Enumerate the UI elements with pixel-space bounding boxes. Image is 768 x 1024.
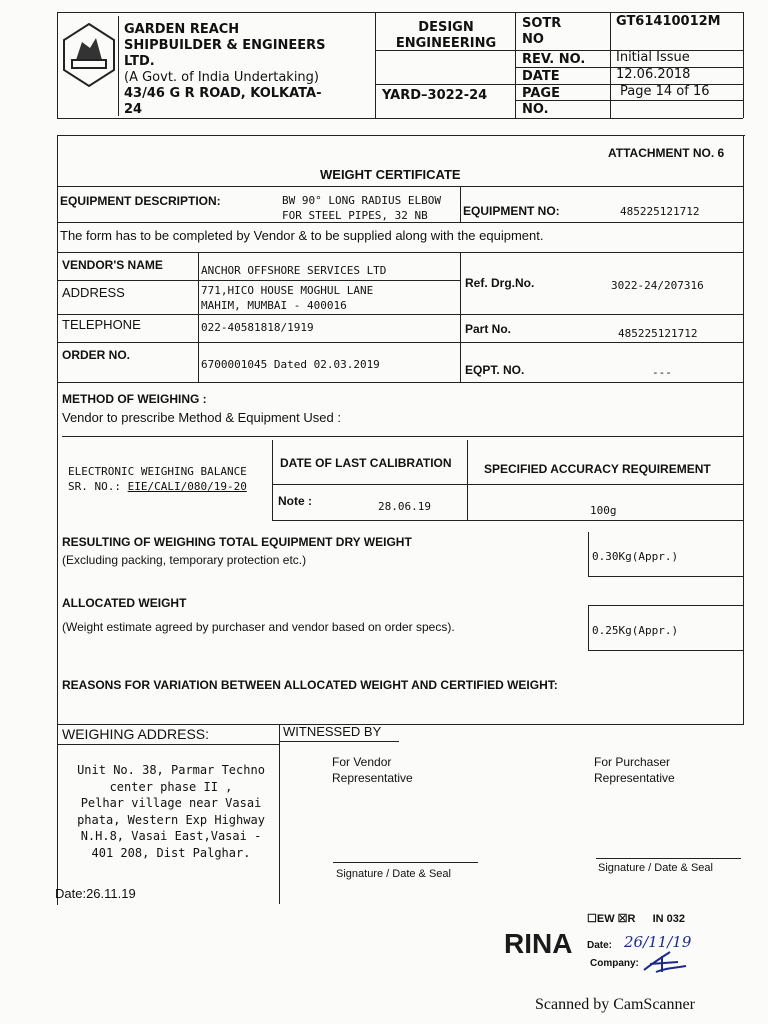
equip-no-label: EQUIPMENT NO: [463, 204, 560, 218]
weighing-address-label: WEIGHING ADDRESS: [62, 726, 210, 742]
telephone-label: TELEPHONE [62, 317, 141, 332]
rev-value: Initial Issue [616, 50, 690, 65]
address-line: phata, Western Exp Highway [77, 812, 265, 827]
rep-line: Representative [594, 771, 675, 785]
equip-desc-value [282, 193, 441, 223]
telephone-value: 022-40581818/1919 [201, 321, 314, 334]
address-label: ADDRESS [62, 285, 125, 300]
sotr-label [522, 16, 561, 48]
result-sub: (Excluding packing, temporary protection etc.) [62, 553, 307, 567]
company-line: SHIPBUILDER & ENGINEERS [124, 38, 326, 53]
equipment-used [68, 464, 247, 494]
order-value: 6700001045 Dated 02.03.2019 [201, 358, 380, 371]
company-address [124, 86, 321, 118]
purchaser-signature-label: Signature / Date & Seal [598, 862, 713, 874]
company-line: GARDEN REACH [124, 22, 240, 37]
date-label: DATE [522, 69, 560, 84]
note-label: Note : [278, 494, 312, 508]
equip-desc-label: EQUIPMENT DESCRIPTION: [60, 194, 221, 208]
camscanner-watermark: Scanned by CamScanner [535, 996, 695, 1013]
equip-no-value: 485225121712 [620, 205, 700, 218]
ref-drg-label: Ref. Drg.No. [465, 276, 535, 290]
weighing-date: Date:26.11.19 [55, 886, 136, 901]
label-line: NO [522, 32, 544, 47]
address-line: N.H.8, Vasai East,Vasai - [80, 829, 262, 843]
stamp-ew: EW [596, 913, 615, 925]
eqpt-no-value: --- [652, 366, 672, 379]
eqpt-no-label: EQPT. NO. [465, 363, 525, 377]
vendor-name-value: ANCHOR OFFSHORE SERVICES LTD [201, 264, 387, 277]
accuracy-label: SPECIFIED ACCURACY REQUIREMENT [484, 462, 711, 476]
rep-line: For Purchaser [594, 755, 671, 769]
rep-line: For Vendor [332, 755, 392, 769]
attachment-number: ATTACHMENT NO. 6 [608, 146, 725, 160]
weighing-address [66, 762, 276, 861]
label-line: SOTR [522, 16, 562, 31]
sotr-value: GT61410012M [616, 14, 721, 29]
equipment-line: ELECTRONIC WEIGHING BALANCE [68, 465, 247, 478]
govt-text: (A Govt. of India Undertaking) [124, 70, 319, 85]
date-value: 12.06.2018 [616, 67, 691, 82]
purchaser-rep [594, 754, 675, 786]
instruction-text: The form has to be completed by Vendor & to be supplied along with the equipment. [60, 228, 544, 243]
label-line: PAGE [522, 86, 560, 101]
witnessed-label: WITNESSED BY [283, 724, 382, 739]
address-line: Pelhar village near Vasai [80, 796, 262, 810]
allocated-label: ALLOCATED WEIGHT [62, 596, 187, 610]
result-label: RESULTING OF WEIGHING TOTAL EQUIPMENT DRY WEIGHT [62, 535, 412, 549]
stamp-code: IN 032 [652, 913, 685, 925]
serial-label: SR. NO.: [68, 480, 128, 493]
address-line: 771,HICO HOUSE MOGHUL LANE [201, 284, 374, 297]
desc-line: BW 90° LONG RADIUS ELBOW [282, 194, 441, 207]
vendor-name-label: VENDOR'S NAME [62, 258, 163, 272]
page-label [522, 86, 560, 118]
stamp-r: R [627, 913, 636, 925]
method-label: METHOD OF WEIGHING : [62, 392, 207, 406]
form-title: WEIGHT CERTIFICATE [320, 167, 461, 182]
rev-label: REV. NO. [522, 52, 586, 67]
calibration-date: 28.06.19 [378, 500, 431, 513]
allocated-value: 0.25Kg(Appr.) [592, 624, 679, 637]
dept-line: ENGINEERING [395, 36, 497, 51]
company-logo-icon [62, 22, 116, 88]
label-line: NO. [522, 102, 549, 117]
stamp-date-label: Date: [587, 940, 613, 951]
address-line: center phase II , [109, 779, 233, 794]
rina-stamp-logo: RINA [504, 928, 573, 959]
company-line: LTD. [124, 54, 155, 69]
yard-number: YARD–3022-24 [382, 88, 488, 103]
vendor-rep [332, 754, 413, 786]
address-line: 43/46 G R ROAD, KOLKATA- [124, 86, 322, 101]
order-label: ORDER NO. [62, 348, 131, 362]
rep-line: Representative [332, 771, 413, 785]
calibration-label: DATE OF LAST CALIBRATION [280, 456, 452, 470]
ref-drg-value: 3022-24/207316 [611, 279, 704, 292]
company-name [124, 22, 326, 70]
address-value [201, 283, 373, 313]
result-value: 0.30Kg(Appr.) [592, 550, 679, 563]
part-no-value: 485225121712 [618, 327, 698, 340]
allocated-sub: (Weight estimate agreed by purchaser and vendor based on order specs). [62, 620, 455, 634]
address-line: Unit No. 38, Parmar Techno [77, 763, 265, 777]
serial-value: EIE/CALI/080/19-20 [127, 480, 247, 493]
page-value: Page 14 of 16 [620, 84, 710, 99]
part-no-label: Part No. [465, 322, 512, 336]
address-line: 24 [124, 102, 143, 117]
address-line: 401 208, Dist Palghar. [91, 845, 251, 860]
dept-line: DESIGN [418, 20, 474, 35]
desc-line: FOR STEEL PIPES, 32 NB [282, 209, 428, 222]
address-line: MAHIM, MUMBAI - 400016 [201, 299, 347, 312]
method-sub: Vendor to prescribe Method & Equipment Used : [62, 410, 341, 425]
stamp-date: 26/11/19 [624, 933, 692, 951]
stamp-checkboxes: ☐EW ☒R IN 032 [587, 913, 685, 925]
vendor-signature-label: Signature / Date & Seal [336, 868, 451, 880]
accuracy-value: 100g [590, 504, 617, 517]
reasons-label: REASONS FOR VARIATION BETWEEN ALLOCATED WEIGHT AND CERTIFIED WEIGHT: [62, 678, 558, 692]
handwritten-signature-icon [640, 948, 690, 978]
stamp-company-label: Company: [590, 958, 639, 969]
department [380, 20, 512, 52]
